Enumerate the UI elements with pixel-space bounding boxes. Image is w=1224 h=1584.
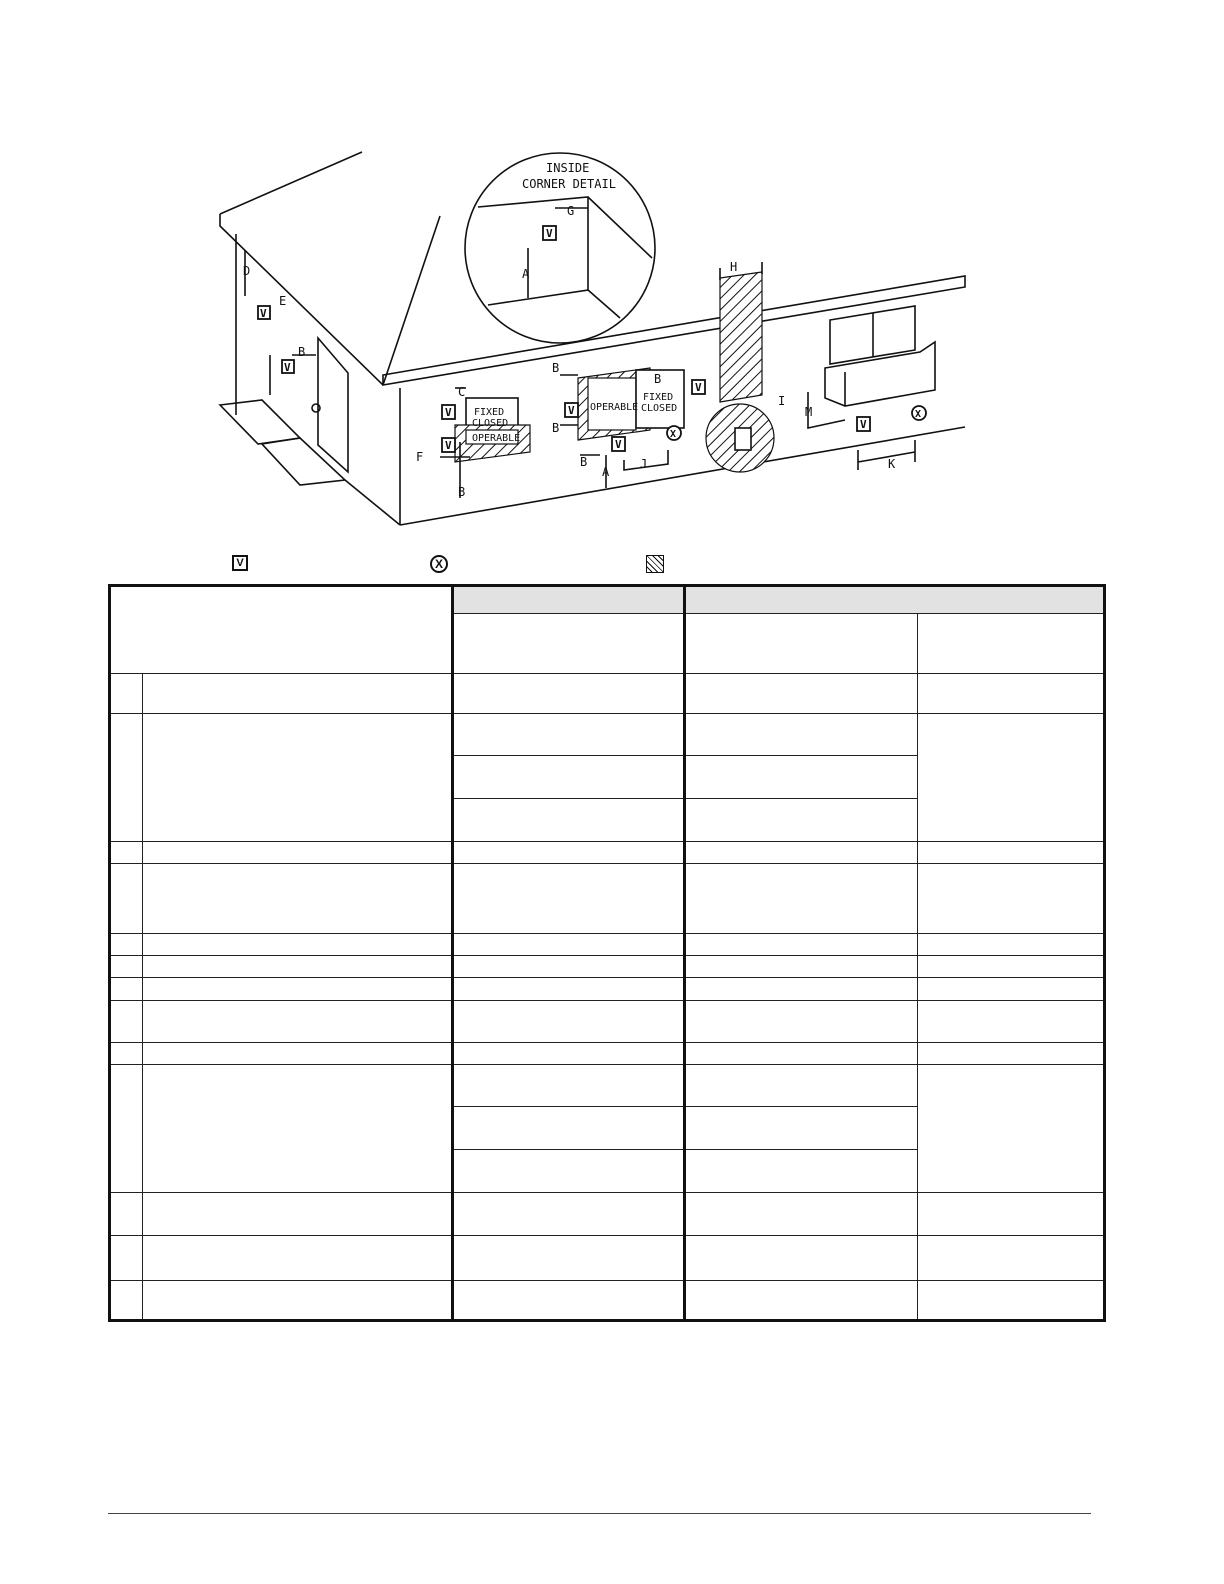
vent-terminal-icon: V [232, 555, 248, 571]
wall-base-left [345, 480, 400, 525]
closed-label-1: CLOSED [472, 418, 509, 429]
inset-title-line2: CORNER DETAIL [522, 177, 616, 191]
operable-label-1: OPERABLE [472, 433, 521, 444]
closed-label-2: CLOSED [641, 403, 678, 414]
vent-terminal-icon [442, 405, 455, 419]
restricted-area-hatch-icon [646, 555, 664, 573]
diagram-legend [0, 553, 1224, 579]
dim-d: D [243, 264, 251, 278]
dim-h: H [730, 260, 738, 274]
dim-g: G [567, 204, 575, 218]
svg-text:V: V [568, 404, 575, 417]
table-row [110, 956, 1105, 978]
table-row [110, 1281, 1105, 1321]
vent-clearance-diagram [0, 0, 1224, 552]
dim-i: I [778, 394, 786, 408]
fixed-label-1: FIXED [474, 407, 505, 418]
svg-text:V: V [445, 439, 452, 452]
dim-m: M [805, 405, 813, 419]
table-header-group-1 [453, 586, 685, 614]
svg-text:X: X [670, 429, 677, 440]
vent-terminal-icon [543, 226, 556, 240]
table-row [110, 674, 1105, 714]
table-row [110, 1193, 1105, 1236]
vent-terminal-icon [258, 306, 270, 320]
inset-title-line1: INSIDE [546, 161, 590, 175]
air-supply-inlet-icon [912, 406, 926, 420]
dim-f: F [416, 450, 424, 464]
vent-terminal-icon [282, 360, 294, 374]
table-row [110, 934, 1105, 956]
roof-eave-left [220, 214, 383, 385]
svg-text:V: V [860, 418, 867, 431]
dim-j: J [640, 457, 648, 471]
vent-terminal-icon [692, 380, 705, 394]
clearance-table [108, 584, 1106, 1322]
dim-b-bottom: B [580, 455, 588, 469]
fixed-label-2: FIXED [643, 392, 674, 403]
dim-a: A [602, 465, 610, 479]
vent-terminal-icon [612, 437, 625, 451]
dim-b-left: B [458, 485, 466, 499]
dim-b-lower: B [552, 421, 560, 435]
side-door [318, 338, 348, 472]
roof-edge-left [220, 152, 362, 214]
air-supply-inlet-icon: X [430, 555, 448, 573]
table-row [110, 864, 1105, 934]
svg-text:V: V [546, 227, 553, 240]
svg-text:V: V [260, 307, 267, 320]
dim-e: E [279, 294, 287, 308]
table-row [110, 1065, 1105, 1107]
vent-terminal-icon [857, 417, 870, 431]
svg-text:V: V [284, 361, 291, 374]
table-row [110, 842, 1105, 864]
table-header-blank [110, 586, 453, 674]
dim-k: K [888, 457, 896, 471]
table-header-group-2 [685, 586, 1105, 614]
air-supply-inlet-icon [667, 426, 681, 440]
table-row [110, 1043, 1105, 1065]
table-subheader-2 [685, 614, 918, 674]
table-subheader-1 [453, 614, 685, 674]
roof-hip [383, 216, 440, 385]
table-row [110, 714, 1105, 756]
vent-terminal-icon [565, 403, 578, 417]
gas-meter [735, 428, 751, 450]
dim-c: C [458, 385, 466, 399]
restricted-zone-chimney [720, 272, 762, 402]
vent-terminal-icon [442, 438, 455, 452]
footer-rule [108, 1513, 1091, 1514]
table-row [110, 1001, 1105, 1043]
svg-text:X: X [915, 409, 922, 420]
operable-label-2: OPERABLE [590, 402, 639, 413]
dim-b-top: B [552, 361, 560, 375]
svg-text:V: V [445, 406, 452, 419]
dim-b-right: B [654, 372, 662, 386]
table-subheader-3 [918, 614, 1105, 674]
svg-text:V: V [615, 438, 622, 451]
svg-text:V: V [695, 381, 702, 394]
table-row [110, 978, 1105, 1001]
table-row [110, 1236, 1105, 1281]
dim-a-inset: A [522, 267, 530, 281]
dim-b-side: B [298, 345, 306, 359]
